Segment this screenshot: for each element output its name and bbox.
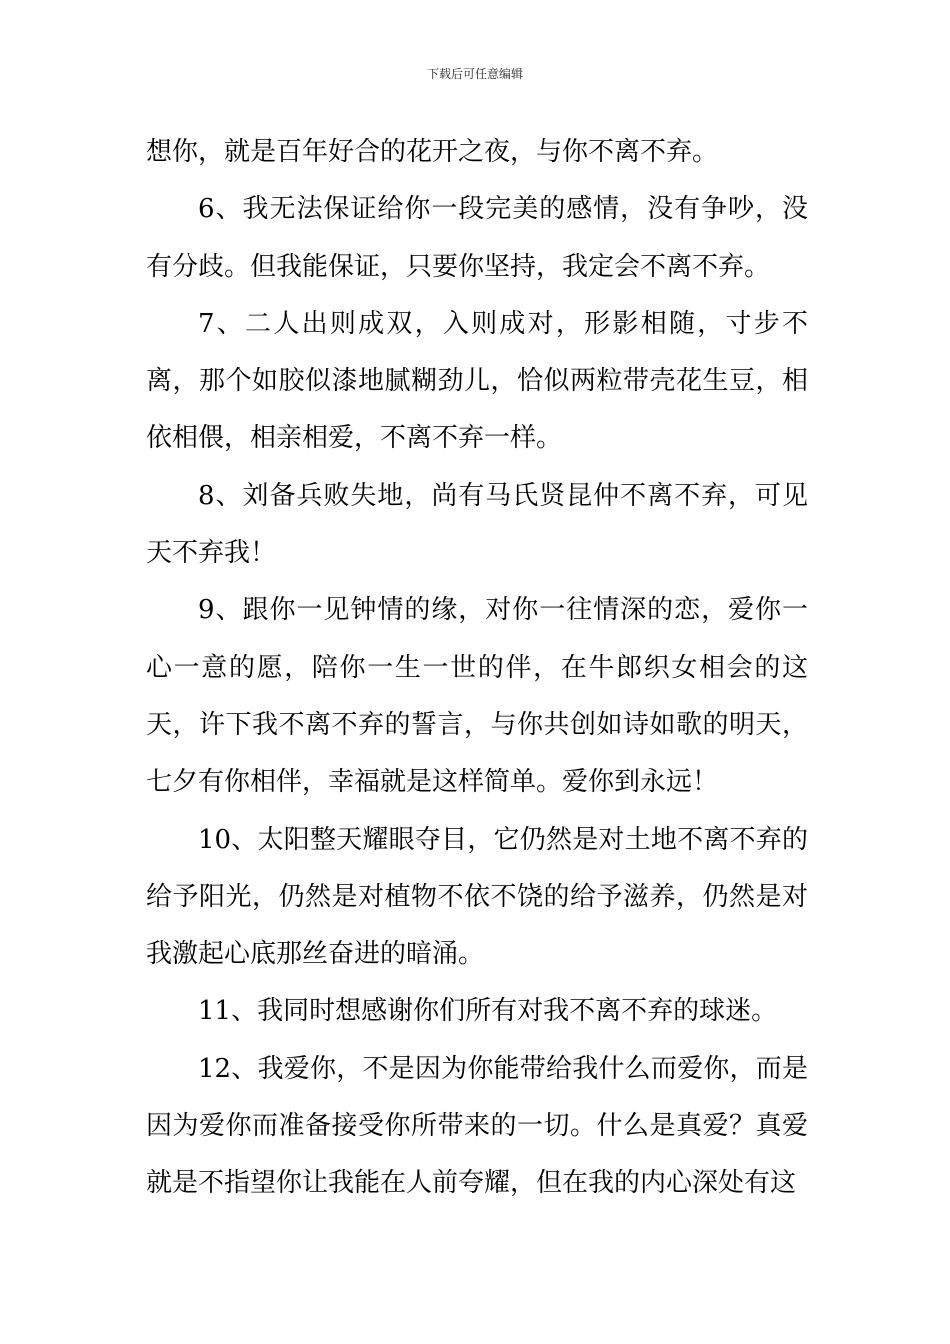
paragraph-7: 7、二人出则成双，入则成对，形影相随，寸步不离，那个如胶似漆地腻糊劲儿，恰似两粒带壳花生豆，相依相偎，相亲相爱，不离不弃一样。 [146, 308, 808, 454]
paragraph-12: 12、我爱你，不是因为你能带给我什么而爱你，而是因为爱你而准备接受你所带来的一切。什么是真爱？真爱就是不指望你让我能在人前夸耀，但在我的内心深处有这 [146, 1053, 808, 1199]
paragraph-9: 9、跟你一见钟情的缘，对你一往情深的恋，爱你一心一意的愿，陪你一生一世的伴，在牛郎织女相会的这天，许下我不离不弃的誓言，与你共创如诗如歌的明天，七夕有你相伴，幸福就是这样简单。爱你到永远！ [146, 595, 808, 798]
paragraph-11: 11、我同时想感谢你们所有对我不离不弃的球迷。 [198, 996, 778, 1027]
paragraph-10: 10、太阳整天耀眼夺目，它仍然是对土地不离不弃的给予阳光，仍然是对植物不依不饶的给予滋养，仍然是对我激起心底那丝奋进的暗涌。 [146, 824, 808, 970]
paragraph-6: 6、我无法保证给你一段完美的感情，没有争吵，没有分歧。但我能保证，只要你坚持，我定会不离不弃。 [146, 194, 808, 282]
page-header: 下载后可任意编辑 [426, 67, 523, 81]
document-body [146, 124, 808, 1213]
paragraph-continuation: 想你，就是百年好合的花开之夜，与你不离不弃。 [146, 137, 719, 167]
paragraph-8: 8、刘备兵败失地，尚有马氏贤昆仲不离不弃，可见天不弃我！ [146, 480, 808, 569]
